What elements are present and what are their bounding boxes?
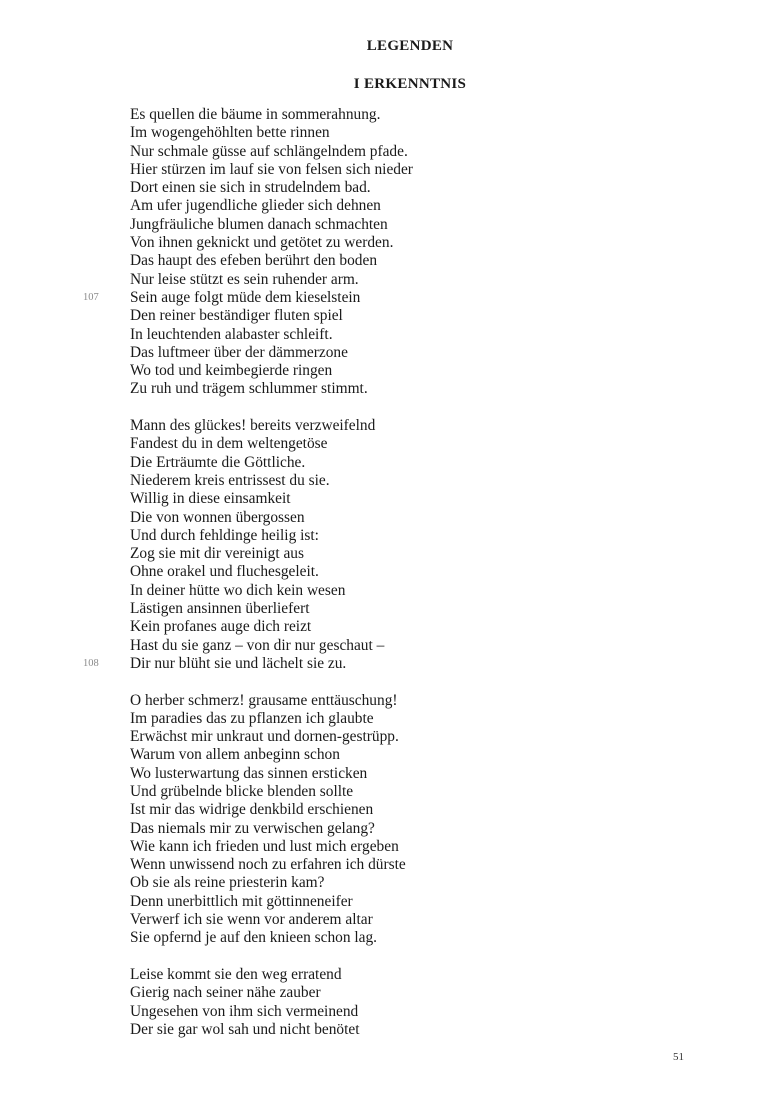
poem-line-text: Am ufer jugendliche glieder sich dehnen — [130, 197, 381, 215]
stanza — [130, 692, 690, 948]
poem-line-text: Lästigen ansinnen überliefert — [130, 600, 310, 618]
poem-line — [130, 435, 690, 453]
poem-line — [130, 893, 690, 911]
poem-line — [130, 490, 690, 508]
poem-line-text: Dort einen sie sich in strudelndem bad. — [130, 179, 371, 197]
poem-line — [130, 929, 690, 947]
poem-line — [83, 288, 690, 307]
poem-line — [130, 179, 690, 197]
poem-line-text: Im paradies das zu pflanzen ich glaubte — [130, 709, 374, 727]
poem-line-text: Leise kommt sie den weg erratend — [130, 965, 342, 983]
poem-line — [130, 582, 690, 600]
poem-line-text: In leuchtenden alabaster schleift. — [130, 325, 333, 343]
poem-line — [130, 143, 690, 161]
poem-line — [130, 252, 690, 270]
poem-line — [130, 874, 690, 892]
poem-line-text: Der sie gar wol sah und nicht benötet — [130, 1020, 360, 1038]
poem-line-text: Kein profanes auge dich reizt — [130, 618, 312, 636]
poem-line-text: Sein auge folgt müde dem kieselstein — [130, 288, 361, 306]
poem-line-text: Und grübelnde blicke blenden sollte — [130, 782, 354, 800]
poem-line-text: Es quellen die bäume in sommerahnung. — [130, 106, 381, 123]
poem-line — [130, 472, 690, 490]
poem-line — [130, 783, 690, 801]
poem-body — [83, 106, 690, 1039]
stanza — [83, 106, 690, 399]
poem-line — [83, 654, 690, 673]
poem-line-text: Die von wonnen übergossen — [130, 508, 305, 526]
poem-line — [130, 984, 690, 1002]
poem-line — [130, 527, 690, 545]
poem-line — [130, 454, 690, 472]
poem-line — [130, 326, 690, 344]
poem-line-text: Niederem kreis entrissest du sie. — [130, 471, 330, 489]
poem-line-text: Und durch fehldinge heilig ist: — [130, 526, 319, 544]
poem-line — [130, 765, 690, 783]
poem-line — [130, 161, 690, 179]
poem-line-text: Ungesehen von ihm sich vermeinend — [130, 1002, 359, 1020]
poem-line — [130, 344, 690, 362]
poem-line-text: Die Erträumte die Göttliche. — [130, 453, 306, 471]
poem-line-text: Das haupt des efeben berührt den boden — [130, 252, 378, 270]
section-title: I ERKENNTNIS — [353, 76, 467, 92]
poem-line — [130, 856, 690, 874]
poem-line — [130, 216, 690, 234]
poem-line — [130, 197, 690, 215]
poem-line-text: Zog sie mit dir vereinigt aus — [130, 545, 304, 563]
poem-line-text: Ist mir das widrige denkbild erschienen — [130, 801, 374, 819]
poem-line — [130, 271, 690, 289]
poem-line — [130, 710, 690, 728]
poem-line-text: Im wogengehöhlten bette rinnen — [130, 124, 330, 142]
poem-line — [130, 966, 690, 984]
poem-line — [130, 307, 690, 325]
poem-line-text: Von ihnen geknickt und getötet zu werden. — [130, 234, 394, 252]
page-number: 51 — [673, 1051, 684, 1063]
poem-line-text: Das niemals mir zu verwischen gelang? — [130, 819, 375, 837]
poem-line — [130, 545, 690, 563]
stanza — [130, 966, 690, 1039]
poem-line — [130, 380, 690, 398]
poem-line — [130, 637, 690, 655]
margin-line-number: 107 — [83, 291, 99, 303]
poem-line-text: Hier stürzen im lauf sie von felsen sich nieder — [130, 160, 413, 178]
poem-line-text: Nur leise stützt es sein ruhender arm. — [130, 270, 359, 288]
poem-line-text: Wie kann ich frieden und lust mich ergeben — [130, 837, 399, 855]
poem-line-text: Jungfräuliche blumen danach schmachten — [130, 215, 388, 233]
poem-line — [130, 106, 690, 124]
poem-line-text: Nur schmale güsse auf schlängelndem pfade. — [130, 142, 408, 160]
poem-line-text: Wenn unwissend noch zu erfahren ich dürste — [130, 856, 406, 874]
poem-line — [130, 1021, 690, 1039]
poem-line-text: Erwächst mir unkraut und dornen-gestrüpp. — [130, 728, 399, 746]
poem-line-text: Gierig nach seiner nähe zauber — [130, 984, 321, 1002]
poem-line — [130, 728, 690, 746]
poem-line — [130, 911, 690, 929]
poem-line — [130, 234, 690, 252]
poem-line-text: Dir nur blüht sie und lächelt sie zu. — [130, 654, 347, 672]
poem-line — [130, 124, 690, 142]
poem-line-text: Wo lusterwartung das sinnen ersticken — [130, 764, 368, 782]
poem-line — [130, 417, 690, 435]
poem-line-text: Sie opfernd je auf den knieen schon lag. — [130, 929, 378, 947]
poem-line-text: O herber schmerz! grausame enttäuschung! — [130, 691, 398, 709]
poem-line-text: Willig in diese einsamkeit — [130, 490, 291, 508]
poem-line — [130, 820, 690, 838]
poem-line — [130, 801, 690, 819]
margin-line-number: 108 — [83, 657, 99, 669]
poem-line-text: Ob sie als reine priesterin kam? — [130, 874, 325, 892]
poem-line — [130, 509, 690, 527]
poem-line — [130, 1003, 690, 1021]
poem-line-text: Warum von allem anbeginn schon — [130, 746, 340, 764]
poem-line-text: Wo tod und keimbegierde ringen — [130, 362, 333, 380]
poem-line — [130, 618, 690, 636]
poem-line — [130, 692, 690, 710]
poem-line — [130, 362, 690, 380]
poem-line-text: In deiner hütte wo dich kein wesen — [130, 581, 346, 599]
poem-line — [130, 838, 690, 856]
poem-line-text: Das luftmeer über der dämmerzone — [130, 343, 348, 361]
poem-line — [130, 600, 690, 618]
poem-line-text: Verwerf ich sie wenn vor anderem altar — [130, 911, 373, 929]
page-title: LEGENDEN — [366, 38, 454, 54]
poem-line-text: Den reiner beständiger fluten spiel — [130, 307, 343, 325]
poem-line-text: Hast du sie ganz – von dir nur geschaut – — [130, 636, 385, 654]
poem-line — [130, 563, 690, 581]
poem-line-text: Mann des glückes! bereits verzweifelnd — [130, 417, 376, 435]
poem-line-text: Denn unerbittlich mit göttinneneifer — [130, 892, 353, 910]
poem-line-text: Ohne orakel und fluchesgeleit. — [130, 563, 319, 581]
poem-line-text: Zu ruh und trägem schlummer stimmt. — [130, 380, 368, 398]
poem-line-text: Fandest du in dem weltengetöse — [130, 435, 328, 453]
poem-line — [130, 746, 690, 764]
stanza — [83, 417, 690, 673]
